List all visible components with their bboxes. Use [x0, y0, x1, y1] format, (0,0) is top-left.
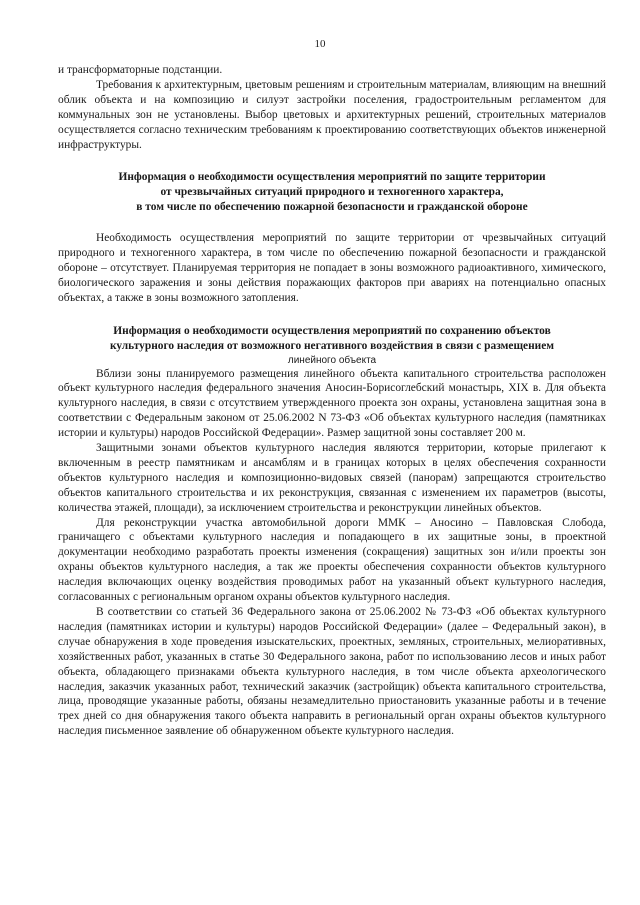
section-heading-cultural-heritage: Информация о необходимости осуществления мероприятий по сохранению объектов культурного наследия от возможного негативного воздействия в связи с размещением [109, 324, 555, 352]
paragraph-reconstruction: Для реконструкции участка автомобильной дороги ММК – Аносино – Павловская Слобода, граничащего с объектами культурного наследия и попадающего в их защитные зоны, в проектной документации необходимо разработать проекты изменения (сокращения) защитных зон и/или проекты зон охраны объектов культурного наследия, а так же проекты обеспечения сохранности объектов культурного наследия включающих оценку воздействия проводимых работ на указанный объект культурного наследия, согласованных с региональным органом охраны объектов культурного наследия. [58, 516, 606, 604]
paragraph-protection-zone: Вблизи зоны планируемого размещения линейного объекта капитального строительства расположен объект культурного наследия федерального значения Аносин-Борисоглебский монастырь, XIX в. Для объекта культурного наследия, в связи с отсутствием утвержденного проекта зон охраны, установлена защитная зона в соответствии с Федеральным законом от 25.06.2002 N 73-ФЗ «Об объектах культурного наследия (памятниках истории и культуры) народов Российской Федерации». Размер защитной зоны составляет 200 м. [58, 367, 606, 440]
paragraph-architecture-requirements: Требования к архитектурным, цветовым решениям и строительным материалам, влияющим на внешний облик объекта и на композицию и силуэт застройки поселения, градостроительным регламентом для коммунальных зон не установлены. Выбор цветовых и архитектурных решений, строительных материалов осуществляется согласно техническим требованиям к проектированию соответствующих объектов инженерной инфраструктуры. [58, 78, 606, 151]
paragraph-continuation: и трансформаторные подстанции. [58, 64, 223, 76]
paragraph-federal-law-36: В соответствии со статьей 36 Федерального закона от 25.06.2002 № 73-ФЗ «Об объектах культурного наследия (памятниках истории и культуры) народов Российской Федерации» (далее – Федеральный закон), в случае обнаружения в ходе проведения изыскательских, проектных, земляных, строительных, мелиоративных, хозяйственных работ, указанных в статье 30 Федерального закона, работ по использованию лесов и иных работ объекта, обладающего признаками объекта культурного наследия, в том числе объекта археологического наследия, заказчик указанных работ, технический заказчик (застройщик) объекта капитального строительства, лица, проводящие указанные работы, обязаны незамедлительно приостановить указанные работы и в течение трех дней со дня обнаружения такого объекта направить в региональный орган охраны объектов культурного наследия письменное заявление об обнаруженном объекте культурного наследия. [58, 606, 606, 738]
section-heading-emergency: Информация о необходимости осуществления мероприятий по защите территории от чрезвычайных ситуаций природного и техногенного характера, в том числе по обеспечению пожарной безопасности и гражданской обороне [118, 171, 546, 214]
page-number: 10 [314, 38, 326, 50]
paragraph-protected-territories: Защитными зонами объектов культурного наследия являются территории, которые прилегают к включенным в реестр памятникам и ансамблям и в границах которых в целях обеспечения сохранности объектов культурного наследия и композиционно-видовых связей (панорам) запрещаются строительство объектов капитального строительства и их реконструкция, связанная с изменением их параметров (высоты, количества этажей, площади), за исключением строительства и реконструкции линейных объектов. [58, 442, 606, 514]
paragraph-emergency-measures: Необходимость осуществления мероприятий по защите территории от чрезвычайных ситуаций природного и техногенного характера, в том числе по обеспечению пожарной безопасности и гражданской обороне – отсутствует. Планируемая территория не попадает в зоны возможного радиоактивного, химического, биологического заражения и зоны действия поражающих факторов при авариях на потенциально опасных объектах, а также в зоны возможного затопления. [58, 232, 606, 304]
document-content [58, 63, 606, 739]
heading-continuation-handwritten: линейного объекта [287, 354, 377, 366]
